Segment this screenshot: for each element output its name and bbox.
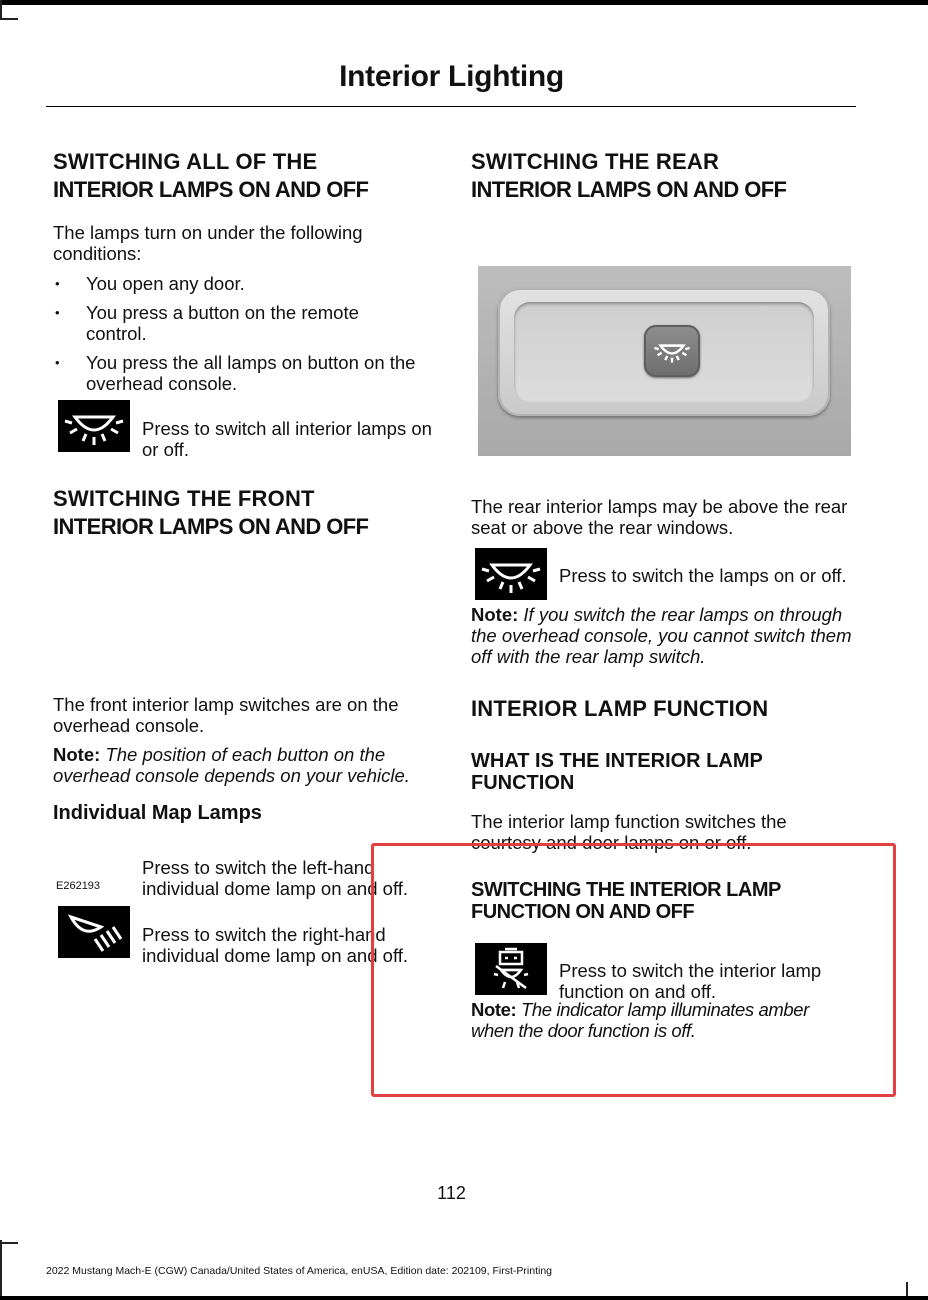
figure-code: E262193 xyxy=(56,880,101,892)
front-lamps-heading-line1: SWITCHING THE FRONT xyxy=(53,486,315,511)
all-lamps-conditions xyxy=(53,273,438,402)
footer-text: 2022 Mustang Mach-E (CGW) Canada/United States of America, enUSA, Edition date: 202109, First-Printing xyxy=(46,1265,552,1277)
all-lamps-icon-text: Press to switch all interior lamps on or off. xyxy=(142,417,432,460)
rear-lamps-icon-text: Press to switch the lamps on or off. xyxy=(559,564,847,586)
page-number: 112 xyxy=(437,1183,466,1203)
crop-mark-bottom-left xyxy=(0,1240,2,1300)
note-text: If you switch the rear lamps on through the overhead console, you cannot switch them off with the rear lamp switch. xyxy=(471,604,852,667)
map-lamps-heading: Individual Map Lamps xyxy=(53,802,262,824)
list-item: • You open any door. xyxy=(53,273,438,294)
note-label: Note: xyxy=(53,744,101,765)
crop-mark-bottom-left-h xyxy=(0,1242,18,1244)
list-item: • You press the all lamps on button on the overhead console. xyxy=(53,352,436,394)
all-lamps-heading-line1: SWITCHING ALL OF THE xyxy=(53,149,318,174)
note-text: The position of each button on the overhead console depends on your vehicle. xyxy=(53,744,410,786)
switching-function-icon-text: Press to switch the interior lamp function on and off. xyxy=(559,959,822,1002)
front-lamps-heading-line2: INTERIOR LAMPS ON AND OFF xyxy=(53,514,369,539)
crop-mark-top-left-h xyxy=(0,18,18,20)
front-lamps-note xyxy=(53,744,438,786)
lamp-function-heading: INTERIOR LAMP FUNCTION xyxy=(471,696,769,721)
rear-console-panel xyxy=(498,288,830,416)
right-map-lamp-icon xyxy=(58,906,130,958)
right-map-lamp-text: Press to switch the right-hand individual dome lamp on and off. xyxy=(142,923,409,966)
note-label: Note: xyxy=(471,604,519,625)
rear-lamps-body: The rear interior lamps may be above the rear seat or above the rear windows. xyxy=(471,496,848,538)
crop-mark-top-left xyxy=(0,0,2,20)
page-top-border xyxy=(0,0,928,5)
page-bottom-border xyxy=(0,1296,928,1300)
rear-lamps-note xyxy=(471,604,856,667)
all-lamps-heading-line2: INTERIOR LAMPS ON AND OFF xyxy=(53,177,369,202)
all-lamps-heading xyxy=(53,148,368,204)
lamp-function-subheading xyxy=(471,750,763,794)
note-text: The indicator lamp illuminates amber when the door function is off. xyxy=(471,999,809,1041)
rear-lamp-button xyxy=(644,325,700,377)
front-lamps-body: The front interior lamp switches are on the overhead console. xyxy=(53,694,399,736)
lamp-function-subheading-line1: WHAT IS THE INTERIOR LAMP xyxy=(471,750,763,772)
title-rule xyxy=(46,106,856,107)
page-title: Interior Lighting xyxy=(339,60,564,93)
switching-function-heading-line2: FUNCTION ON AND OFF xyxy=(471,901,695,923)
rear-lamps-heading-line2: INTERIOR LAMPS ON AND OFF xyxy=(471,177,787,202)
front-lamps-heading xyxy=(53,485,368,541)
rear-console-photo xyxy=(478,266,851,456)
list-item: • You press a button on the remote control. xyxy=(53,302,406,344)
rear-lamps-heading xyxy=(471,148,786,204)
rear-dome-lamp-icon xyxy=(475,548,547,600)
rear-lamps-heading-line1: SWITCHING THE REAR xyxy=(471,149,720,174)
left-map-lamp-text: Press to switch the left-hand individual dome lamp on and off. xyxy=(142,856,409,899)
lamp-function-subheading-line2: FUNCTION xyxy=(471,772,575,794)
dome-lamp-icon xyxy=(58,400,130,452)
all-lamps-intro: The lamps turn on under the following conditions: xyxy=(53,222,363,264)
switching-function-heading-line1: SWITCHING THE INTERIOR LAMP xyxy=(471,879,781,901)
note-label: Note: xyxy=(471,999,517,1020)
lamp-function-body: The interior lamp function switches the courtesy and door lamps on or off. xyxy=(471,811,787,853)
highlight-box xyxy=(371,843,896,1097)
